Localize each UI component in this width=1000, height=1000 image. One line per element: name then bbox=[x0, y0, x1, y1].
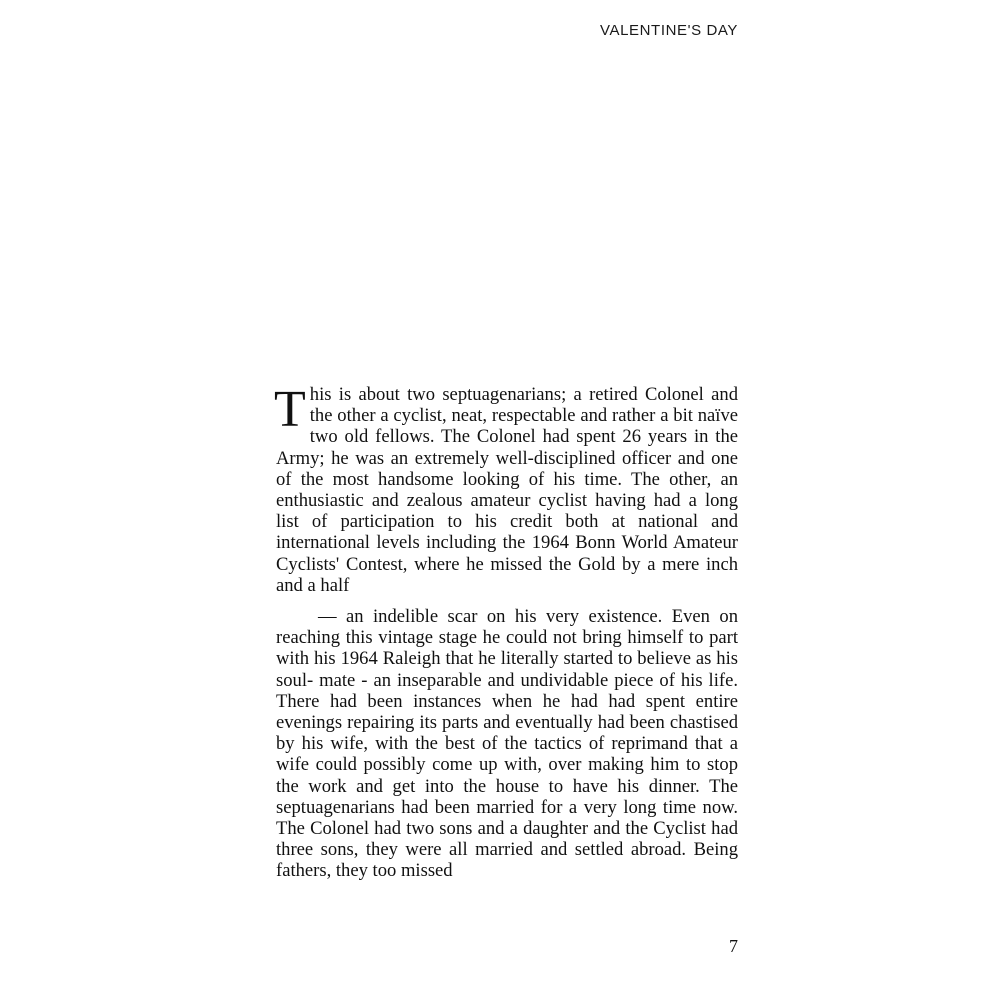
paragraph-2-text: — an indelible scar on his very existence. Even on reaching this vintage stage he could not bring himself to part with his 1964 Raleigh that he literally started to believe as his soul- mate - an inseparable and undividable piece of his life. There had been instances when he had had spent entire evenings repairing its parts and eventually had been chastised by his wife, with the best of the tactics of reprimand that a wife could possibly come up with, over making him to stop the work and get into the house to have his dinner. The septuagenarians had been married for a very long time now. The Colonel had two sons and a daughter and the Cyclist had three sons, they were all married and settled abroad. Being fathers, they too missed bbox=[276, 606, 738, 882]
paragraph-1 bbox=[274, 381, 738, 596]
paragraph-2 bbox=[276, 606, 738, 882]
page-number: 7 bbox=[729, 936, 738, 956]
drop-cap: T bbox=[274, 381, 306, 438]
body-text bbox=[274, 381, 738, 882]
paragraph-1-text: his is about two septuagenarians; a retired Colonel and the other a cyclist, neat, respectable and rather a bit naïve two old fellows. The Colonel had spent 26 years in the Army; he was an extremely well-disciplined officer and one of the most handsome looking of his time. The other, an enthusiastic and zealous amateur cyclist having had a long list of participation to his credit both at national and international levels including the 1964 Bonn World Amateur Cyclists' Contest, where he missed the Gold by a mere inch and a half bbox=[276, 384, 738, 596]
running-head-title: VALENTINE'S DAY bbox=[599, 22, 738, 39]
